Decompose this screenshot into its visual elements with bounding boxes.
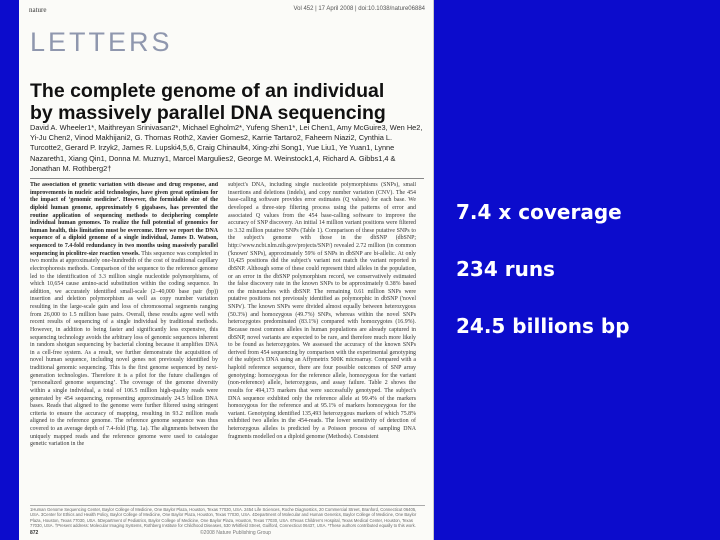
journal-header: [29, 5, 425, 17]
page-footer: [30, 530, 424, 538]
affiliations: 1Human Genome Sequencing Center, Baylor College of Medicine, One Baylor Plaza, Houston, Texas 77030, USA. 2454 Life Sciences, Roche Diagnostics, 20 Commercial Street, Branford, Connecticut 06405, USA. 3Center for Ethics and Health Policy, Baylor College of Medicine, One Baylor Plaza, Houston, Texas 77030, USA. 4Department of Molecular and Human Genetics, Baylor College of Medicine, One Baylor Plaza, Houston, Texas 77030, USA. 5Department of Pediatrics, Baylor College of Medicine, One Baylor Plaza, Houston, Texas 77030, USA. 6Texas Children's Hospital, Texas Medical Center, Houston, Texas 77030, USA. †Present address: Molecular Imaging Systems, Rothberg Institute for Childhood Diseases, 530 Whitfield Street, Guilford, Connecticut 06437, USA. *These authors contributed equally to this work.: [30, 505, 425, 529]
citation-line: Vol 452 | 17 April 2008 | doi:10.1038/nature06884: [293, 6, 425, 12]
bullet-runs: 234 runs: [456, 257, 555, 281]
slide-bullet-list: [456, 200, 706, 371]
copyright-line: ©2008 Nature Publishing Group: [200, 530, 271, 536]
body-column-right: subject's DNA, including single nucleotide polymorphisms (SNPs), small insertions and deletions (indels), and copy number variation (CNV). The 454 base-calling software provides error estimates (Q values) for each base. We developed a three-step filtering process using the patterns of error and associated Q values from the 454 base-calling software to improve the accuracy of SNP discovery. An initial 14 million variant positions were filtered to 3.32 million putative SNPs (Table 1). Comparison of these putative SNPs to the subject's genome with those in the dbSNP (dbSNP; http://www.ncbi.nlm.nih.gov/projects/SNP/) revealed 2.72 million (in common ('known' SNPs), approximately 59% of SNPs in dbSNP are bi-allelic. At only 10,425 positions did the subject's variant not match the variant reported in dbSNP. Although some of these could represent third alleles in the population, or an error in the dbSNP polymorphism record, we conservatively estimated the false discovery rate in the known SNPs to be approximately 0.38% based on the mismatches with dbSNP. The remaining 0.61 million SNPs were putative positions not previously identified as polymorphic in dbSNP ('novel SNPs'). The known SNPs were divided almost equally between heterozygous (50.3%) and homozygous (49.7%) SNPs, whereas within the novel SNPs heterozygotes predominated (83.1%) compared with homozygotes (16.9%). Because most common alleles in human populations are already captured in dbSNP, novel variants are expected to be rare, and therefore much more likely to be found as heterozygotes. We assessed the accuracy of the known SNPs derived from 454 sequencing by comparison with the experimental genotyping of the subject's DNA using an Affymetrix 500K microarray. Compared with a haploid reference sequence, there are four possible outcomes of SNP array genotyping: homozygous for the reference allele, homozygous for the variant (non-reference) allele, heterozygous, and assay failure. Table 2 shows the results for 494,173 markers that were successfully genotyped. The subject's DNA sequence exhibited only the reference allele at 99.4% of the markers homozygous for the reference and at 95.1% of markers homozygous for the variant. Genotyping identified 135,493 heterozygous markers of which 75.8% exhibited two alleles in the 454-reads. The lower sensitivity of detection of heterozygous alleles is predicted by a Poisson process of sampling DNA fragments modelled on a diploid genome (Methods). Consistent: [228, 182, 416, 440]
paper-title: The complete genome of an individual by massively parallel DNA sequencing: [30, 80, 386, 124]
journal-name: nature: [29, 6, 47, 14]
paper-page: [19, 0, 434, 540]
page-number: 872: [30, 530, 39, 536]
body-column-left: [30, 182, 218, 504]
author-list: David A. Wheeler1*, Maithreyan Srinivasan2*, Michael Egholm2*, Yufeng Shen1*, Lei Chen1, Amy McGuire3, Wen He2, Yi-Ju Chen2, Vinod Makhijani2, G. Thomas Roth2, Xavier Gomes2, Karrie Tartaro2, Faheem Niazi2, Cynthia L. Turcotte2, Gerard P. Irzyk2, James R. Lupski4,5,6, Craig Chinault4, Xing-zhi Song1, Yue Liu1, Ye Yuan1, Lynne Nazareth1, Xiang Qin1, Donna M. Muzny1, Marcel Margulies2, George M. Weinstock1,4, Richard A. Gibbs1,4 & Jonathan M. Rothberg2†: [30, 123, 423, 173]
bullet-bases: 24.5 billions bp: [456, 314, 630, 338]
abstract-lead: The association of genetic variation with disease and drug response, and improvements in nucleic acid technologies, have given great optimism for the impact of ‘genomic medicine’. However, the formidable size of the diploid human genome, approximately 6 gigabases, has prevented the routine application of sequencing methods to deciphering complete individual human genomes. To realize the full potential of genomics for human health, this limitation must be overcome. Here we report the DNA sequence of a diploid genome of a single individual, James D. Watson, sequenced to 7.4-fold redundancy in two months using massively parallel sequencing in picolitre-size reaction vessels.: [30, 182, 218, 257]
section-heading: LETTERS: [30, 27, 173, 57]
divider: [30, 178, 424, 179]
body-text-left: This sequence was completed in two months at approximately one-hundredth of the cost of traditional capillary electrophoresis methods. Comparison of the sequence to the reference genome led to the identification of 3.3 million single nucleotide polymorphisms, of which 10,654 cause amino-acid substitution within the coding sequence. In addition, we accurately identified small-scale (2–40,000 base pair (bp)) insertion and deletion polymorphism as well as copy number variation resulting in the large-scale gain and loss of chromosomal segments ranging from 26,000 to 1.5 million base pairs. Overall, these results agree well with recent results of sequencing of a single individual by traditional methods. However, in addition to being faster and significantly less expensive, this sequencing technology avoids the arbitrary loss of genomic sequences inherent in random shotgun sequencing by bacterial cloning because it amplifies DNA in a cell-free system. As a result, we further demonstrate the acquisition of novel human sequence, including novel genes not previously identified by traditional genomic sequencing. This is the first genome sequenced by next-generation technologies. Therefore it is a pilot for the future challenges of ‘personalized genome sequencing’. The coverage of the genome diversity within a single individual, a total of 106.5 million high-quality reads were generated by 454 sequencing, representing approximately 24.5 billion DNA bases. Reads that aligned to the genome were further filtered using stringent criteria to ensure the accuracy of mapping, resulting in 93.2 million reads aligned to the reference genome. The reference genome sequence was thus covered to an average depth of 7.4-fold (Fig. 1a). The alignments between the uniquely mapped reads and the reference genome were used to catalogue genetic variation in the: [30, 250, 218, 448]
bullet-coverage: 7.4 x coverage: [456, 200, 622, 224]
